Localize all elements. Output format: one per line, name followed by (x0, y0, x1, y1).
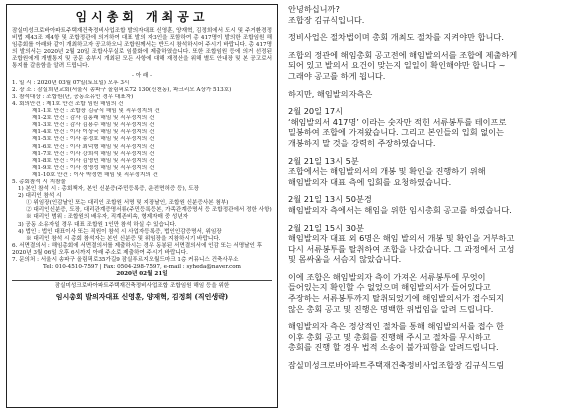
schedule-attendees: 3. 참석대상 : 조합원(단, 공동소유인 경우 대표자) (12, 93, 134, 100)
rule-item: ② 대리인신분증, 도장, 대리관계증명서류(주민등록등본, 가족관계증명서 등 조합정관에서 정한 사항) (26, 207, 272, 214)
agenda-item: 제1-5호 안건 : 이사 송정호 해임 및 직무정지의 건 (32, 136, 155, 143)
contact-numbers: Tel: 010-4510-7597 | Fax: 0504-298-7597, e-mail : syheda@naver.com (43, 264, 241, 271)
paragraph-line: 이후 총회 공고 및 총회를 진행해 주시고 절차를 무시하고 (288, 331, 491, 342)
contact-address: 7. 문의처 : 서울시 송파구 올림픽로35가길9 잠실푸르지오월드마크 1층 커뮤니스 건축사무소 (12, 257, 239, 263)
schedule-agenda: 4. 회의안건 : 제1호 안건 조합 임원 해임의 건 (12, 100, 124, 107)
paragraph-line: 않은 총회 공고 및 진행은 명백한 위법임을 알려 드립니다. (288, 303, 494, 314)
footer-text: 잠실미성크로바아파트주택재건축정비사업조합 조합임원 해임 등을 위한 (54, 283, 230, 290)
rule-item: ① 위임장(인감날인 또는 대리인 조합원 서명 및 지장날인, 조합원 신분증사본 첨부) (26, 200, 229, 207)
event-line: 해임발의자 대표 외 6명은 해임 발의서 개봉 및 확인을 거부하고 (288, 233, 515, 244)
notice-intro: 잠실미성크로바아파트주택재건축정비사업조합 발의자대표 신영훈, 양재혁, 김정희에서 도시 및 주거환경정비법 제43조 제4항 및 조합정관에 의거하여 대표 발의 자3인을 포함하여 총 417명이 발의한 조합임원 해임총회를 아래와 같이 개최하고자 공고하오니 조합원께서는 반드시 참석하시어 주시기 바랍니다. 총 417명의 발의서는 2020년 2월 20일 조합사무실로 임불화에 제출하였습니다. 또한 조합임원 등에 의거 선정된 조합원에게 개별통지 및 공문 송부시 개최된 모든 사항에 대해 재정산을 위해 별도 안내장 및 본 공고로서 통지를 갈음함을 알려 드립니다. (12, 28, 272, 70)
event-line: 다시 서류봉투를 탈취하여 조합을 나갔습니다. 그 과정에서 고성 (288, 243, 515, 254)
paragraph-line: 총회를 진행 할 경우 법적 소송이 불가피함을 알려드립니다. (288, 342, 499, 353)
paragraph-line: 조합의 정관에 해임총회 공고전에 해임발의서를 조합에 제출하게 (288, 49, 518, 60)
signatories: 임시총회 발의자대표 신영훈, 양재혁, 김정희 (직인생략) (55, 292, 229, 302)
event-time: 2월 21일 13시 5분 (288, 155, 359, 166)
paragraph-line: 들어있는지 확인할 수 없었으며 해임발의서가 들어있다고 (288, 282, 491, 293)
notice-title: 임시총회 개최공고 (75, 10, 209, 24)
event-line: 해임발의자 측에서는 해임을 위한 임시총회 공고를 하였습니다. (288, 204, 512, 215)
event-time: 2월 21일 13시 50분경 (288, 194, 372, 205)
agenda-item: 제1-7호 안건 : 이사 강희석 해임 및 직무정지의 건 (32, 150, 155, 157)
agenda-item: 제1-1호 안건 : 조합장 김규식 해임 및 직무정지의 건 (32, 108, 160, 115)
agenda-item: 제1-10호 안건 : 이사 박정현 해임 및 직무정지의 건 (32, 171, 158, 178)
signature: 잠실미성크로바아파트주택재건축정비사업조합장 김규식드림 (288, 360, 505, 371)
notice-heading: - 아 래 - (132, 72, 152, 79)
rule-item: 3) 공동 소유자일 경우 대표 조합원 1인만 참석 하실 수 있습니다. (18, 221, 177, 228)
sender: 조합장 김규식입니다. (288, 14, 365, 25)
event-line: 해임발의자 대표 측에 입회를 요청하였습니다. (288, 176, 452, 187)
agenda-item: 제1-8호 안건 : 이사 김영민 해임 및 직무정지의 건 (32, 157, 155, 164)
paragraph: 하지만, 해임발의자측은 (288, 88, 373, 99)
schedule-date: 1. 일 시 : 2020년 03월 07일(토요일) 오후 3시 (12, 79, 130, 86)
event-time: 2월 20일 17시 (288, 106, 343, 117)
event-time: 2월 21일 15시 30분 (288, 222, 364, 233)
chairman-message (288, 4, 576, 408)
agenda-item: 제1-4호 안건 : 이사 이상국 해임 및 직무정지의 건 (32, 129, 155, 136)
notice-date: 2020년 02월 21일 (116, 271, 168, 278)
agenda-item: 제1-9호 안건 : 이사 정영성 해임 및 직무정지의 건 (32, 164, 155, 171)
paragraph-line: 그래야 공고를 하게 됩니다. (288, 70, 386, 81)
rule-item: ※ 대리인 참석 시 총회 참석자는 본인 신분증 및 위임장을 지참하시기 바랍니다. (26, 235, 221, 242)
written-resolution: 6. 서면결의서 : 해임총회에 서면결의서를 제출하시는 경우 동봉된 서면결의서에 인감 또는 서명날인 후 2020년 3월 06일 오후 6시까지 아래 주소로 제출하여 주시기 바랍니다. (12, 242, 263, 256)
greeting: 안녕하십니까? (288, 4, 340, 14)
paragraph-line: 해임발의자 측은 정상적인 절차를 통해 해임발의서를 접수 한 (288, 321, 504, 332)
agenda-item: 제1-6호 안건 : 이사 최덕형 해임 및 직무정지의 건 (32, 143, 155, 150)
agenda-item: 제1-2호 안건 : 감사 김홍래 해임 및 직무정지의 건 (32, 115, 155, 122)
divider (12, 280, 272, 281)
event-line: 및 몸싸움을 서슴지 않았습니다. (288, 254, 402, 265)
rule-item: 1) 본인 참석 시 : 총회책자, 본인 신분증(주민등록증, 운전면허증 등), 도장 (18, 186, 200, 193)
event-line: 조합에서는 해임발의서의 개봉 및 확인을 진행하기 위해 (288, 166, 486, 177)
event-line: ‘해임발의서 417명’ 이라는 숫자만 적힌 서류봉투를 테이프로 (288, 116, 507, 127)
event-line: 밀봉하여 조합에 가져왔습니다. 그리고 본인들의 입회 없이는 (288, 127, 504, 138)
schedule-place: 2. 장 소 : 잠실희년교회(서울시 송파구 올림픽로72 130(신천동), 파크리오 A상가 513호) (12, 86, 232, 93)
agenda-item: 제1-3호 안건 : 감사 김용수 해임 및 직무정지의 건 (32, 122, 155, 129)
assembly-notice (6, 4, 278, 408)
rule-item: ※ 대리인 범위 : 조합원의 배우자, 직계존비속, 형제자매 중 성년자 (26, 214, 189, 221)
event-line: 개봉하지 말 것을 강력히 주장하였습니다. (288, 137, 436, 148)
paragraph: 정비사업은 절차법이며 총회 개최도 절차를 지켜야만 합니다. (288, 32, 504, 43)
rules-heading: 5. 총회참석 시 지참물 (12, 178, 66, 185)
paragraph-line: 주장하는 서류봉투까지 탈취되었기에 해임발의서가 접수되지 (288, 293, 505, 304)
rule-item: 4) 법인 : 법인 대표이사 또는 직원이 참석 시 사업자등록증, 법인인감증명서, 위임장 (18, 228, 222, 235)
rule-item: 2) 대리인 참석 시 (18, 193, 62, 200)
paragraph-line: 이에 조합은 해임발의자 측이 가져온 서류봉투에 무엇이 (288, 271, 486, 282)
paragraph-line: 되어 있고 발의서 요건이 맞는지 일일이 확인해야만 합니다 ~ (288, 60, 506, 71)
